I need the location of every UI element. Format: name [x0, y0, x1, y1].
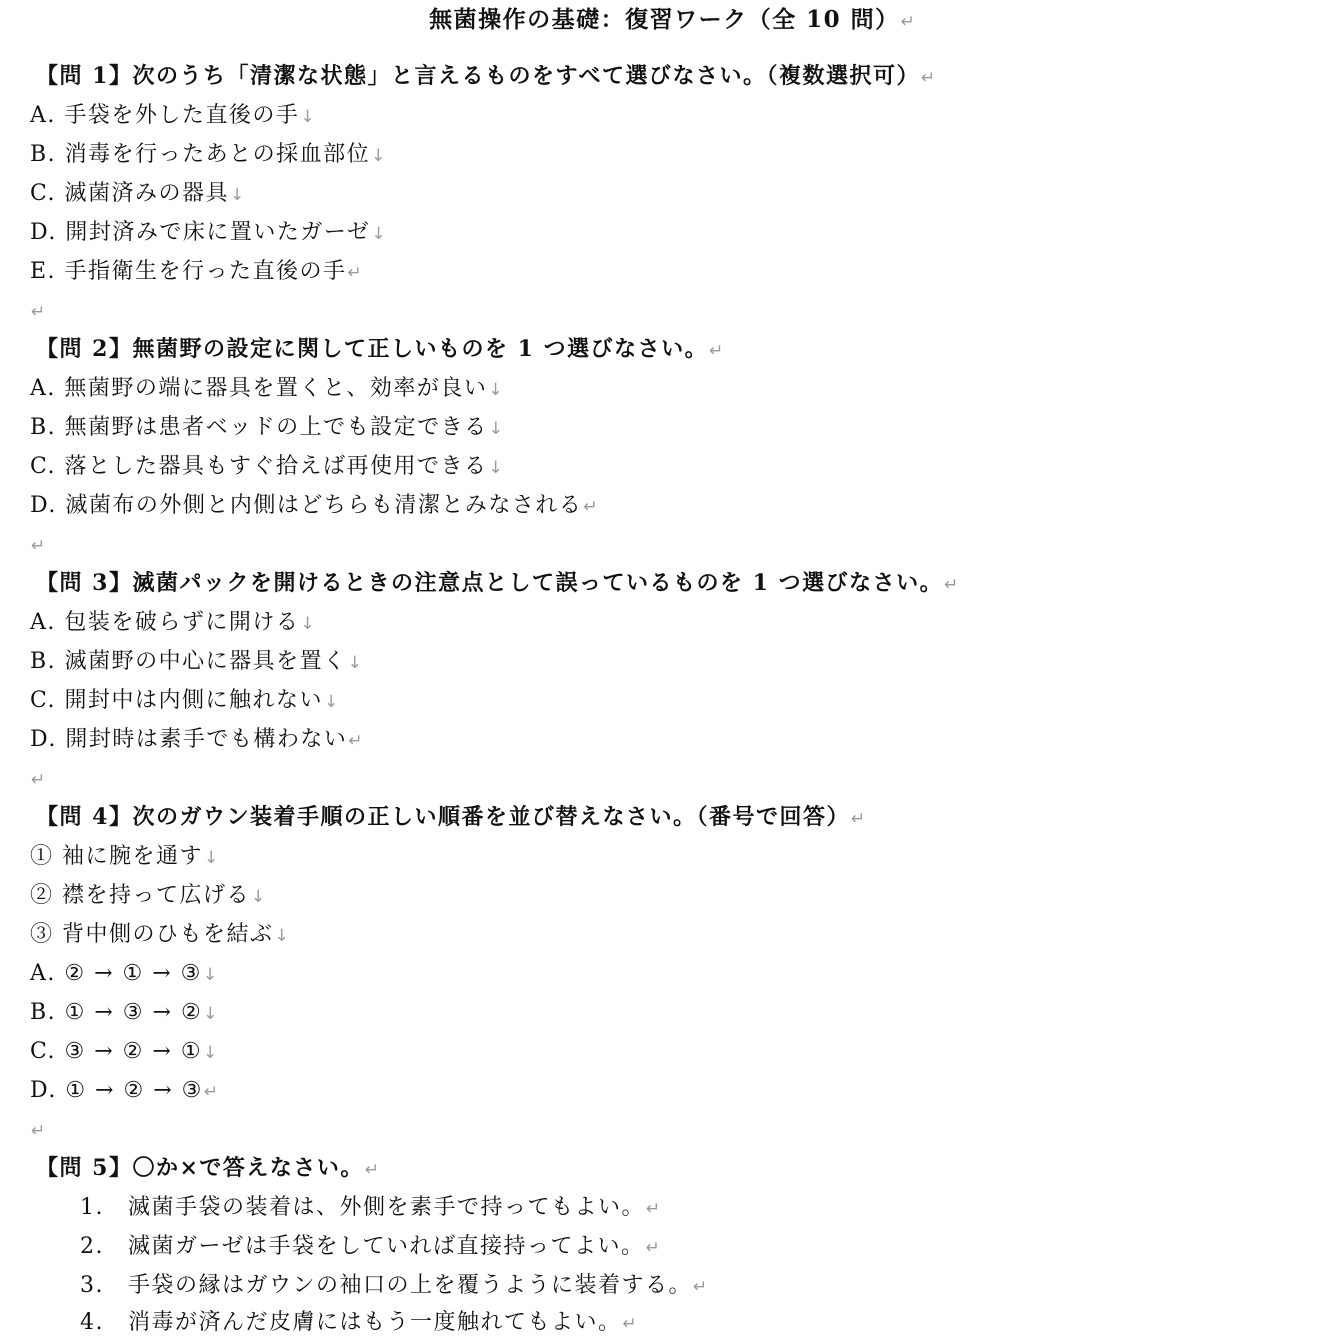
q1-heading-text: 【問 1】次のうち「清潔な状態」と言えるものをすべて選びなさい。（複数選択可）	[36, 63, 921, 89]
q1-option-a	[30, 96, 315, 135]
q2-option-b	[30, 408, 503, 447]
line-break-mark-icon: ↓	[488, 419, 503, 439]
q2-heading	[36, 330, 723, 369]
step-text: ② 襟を持って広げる	[30, 883, 250, 908]
step-text: ③ 背中側のひもを結ぶ	[30, 922, 274, 947]
q4-option-d	[30, 1071, 218, 1110]
line-break-mark-icon: ↓	[488, 380, 503, 400]
paragraph-mark-icon: ↵	[693, 1277, 708, 1297]
paragraph-mark-icon: ↵	[203, 1082, 219, 1102]
q3-heading-text: 【問 3】滅菌パックを開けるときの注意点として誤っているものを 1 つ選びなさい。	[36, 570, 944, 596]
line-break-mark-icon: ↓	[300, 614, 315, 634]
item-text: 消毒が済んだ皮膚にはもう一度触れてもよい。	[128, 1310, 622, 1335]
option-text: D. ① → ② → ③	[30, 1078, 203, 1103]
q4-heading	[36, 798, 865, 837]
q5-item-4	[80, 1303, 637, 1342]
paragraph-mark-icon: ↵	[348, 731, 363, 751]
line-break-mark-icon: ↓	[488, 458, 503, 478]
empty-paragraph	[30, 1110, 45, 1149]
option-text: D. 開封済みで床に置いたガーゼ	[30, 220, 371, 245]
q4-option-c	[30, 1032, 217, 1071]
step-text: ① 袖に腕を通す	[30, 844, 203, 869]
line-break-mark-icon: ↓	[300, 107, 315, 127]
paragraph-mark-icon: ↵	[31, 1121, 46, 1141]
line-break-mark-icon: ↓	[203, 1004, 218, 1024]
q1-heading	[36, 57, 935, 96]
q2-heading-text: 【問 2】無菌野の設定に関して正しいものを 1 つ選びなさい。	[36, 336, 709, 362]
line-break-mark-icon: ↓	[274, 926, 289, 946]
paragraph-mark-icon: ↵	[709, 341, 724, 361]
q1-option-c	[30, 174, 244, 213]
empty-paragraph	[30, 759, 45, 798]
paragraph-mark-icon: ↵	[850, 809, 866, 829]
q1-option-e	[30, 252, 362, 291]
line-break-mark-icon: ↓	[324, 692, 339, 712]
line-break-mark-icon: ↓	[347, 653, 362, 673]
line-break-mark-icon: ↓	[204, 848, 219, 868]
option-text: C. 落とした器具もすぐ拾えば再使用できる	[30, 454, 488, 479]
item-number: 3.	[80, 1273, 104, 1298]
option-text: E. 手指衛生を行った直後の手	[30, 259, 347, 284]
option-text: D. 滅菌布の外側と内側はどちらも清潔とみなされる	[30, 493, 583, 518]
option-text: D. 開封時は素手でも構わない	[30, 727, 348, 752]
q3-option-b	[30, 642, 362, 681]
q4-option-a	[30, 954, 217, 993]
q1-option-b	[30, 135, 385, 174]
option-text: A. 手袋を外した直後の手	[30, 103, 300, 128]
line-break-mark-icon: ↓	[251, 887, 266, 907]
q2-option-c	[30, 447, 503, 486]
option-text: B. ① → ③ → ②	[30, 1000, 203, 1025]
line-break-mark-icon: ↓	[371, 146, 386, 166]
paragraph-mark-icon: ↵	[944, 575, 959, 595]
q4-heading-text: 【問 4】次のガウン装着手順の正しい順番を並び替えなさい。（番号で回答）	[36, 804, 850, 830]
option-text: B. 滅菌野の中心に器具を置く	[30, 649, 347, 674]
paragraph-mark-icon: ↵	[364, 1160, 380, 1180]
item-number: 1.	[80, 1195, 104, 1220]
paragraph-mark-icon: ↵	[31, 536, 46, 556]
empty-paragraph	[30, 525, 45, 564]
q2-option-d	[30, 486, 598, 525]
q2-option-a	[30, 369, 503, 408]
q5-item-2	[80, 1227, 660, 1266]
item-number: 2.	[80, 1234, 104, 1259]
q5-heading-text: 【問 5】〇か×で答えなさい。	[36, 1155, 364, 1181]
line-break-mark-icon: ↓	[230, 185, 245, 205]
q3-option-d	[30, 720, 363, 759]
q5-item-1	[80, 1188, 660, 1227]
paragraph-mark-icon: ↵	[31, 770, 46, 790]
item-text: 滅菌ガーゼは手袋をしていれば直接持ってよい。	[128, 1234, 645, 1259]
line-break-mark-icon: ↓	[203, 1043, 218, 1063]
q1-option-d	[30, 213, 386, 252]
paragraph-mark-icon: ↵	[347, 263, 362, 283]
q5-heading	[36, 1149, 379, 1188]
title-text: 無菌操作の基礎：復習ワーク（全 10 問）	[429, 6, 900, 33]
paragraph-mark-icon: ↵	[646, 1199, 661, 1219]
q4-step-3	[30, 915, 289, 954]
option-text: C. 滅菌済みの器具	[30, 181, 230, 206]
document-title	[0, 0, 1344, 39]
paragraph-mark-icon: ↵	[900, 12, 915, 32]
q5-item-3	[80, 1266, 707, 1305]
option-text: B. 無菌野は患者ベッドの上でも設定できる	[30, 415, 488, 440]
q3-heading	[36, 564, 958, 603]
item-text: 滅菌手袋の装着は、外側を素手で持ってもよい。	[128, 1195, 646, 1220]
q3-option-a	[30, 603, 315, 642]
paragraph-mark-icon: ↵	[31, 302, 46, 322]
item-number: 4.	[80, 1310, 104, 1335]
option-text: B. 消毒を行ったあとの採血部位	[30, 142, 371, 167]
q3-option-c	[30, 681, 338, 720]
paragraph-mark-icon: ↵	[583, 497, 598, 517]
option-text: A. 包装を破らずに開ける	[30, 610, 300, 635]
empty-paragraph	[30, 291, 45, 330]
option-text: A. 無菌野の端に器具を置くと、効率が良い	[30, 376, 488, 401]
q4-option-b	[30, 993, 217, 1032]
q4-step-2	[30, 876, 265, 915]
paragraph-mark-icon: ↵	[622, 1314, 637, 1334]
option-text: C. ③ → ② → ①	[30, 1039, 203, 1064]
paragraph-mark-icon: ↵	[645, 1238, 660, 1258]
line-break-mark-icon: ↓	[371, 224, 386, 244]
item-text: 手袋の縁はガウンの袖口の上を覆うように装着する。	[128, 1273, 693, 1298]
option-text: A. ② → ① → ③	[30, 961, 202, 986]
paragraph-mark-icon: ↵	[921, 68, 936, 88]
q4-step-1	[30, 837, 218, 876]
line-break-mark-icon: ↓	[202, 965, 218, 985]
option-text: C. 開封中は内側に触れない	[30, 688, 324, 713]
